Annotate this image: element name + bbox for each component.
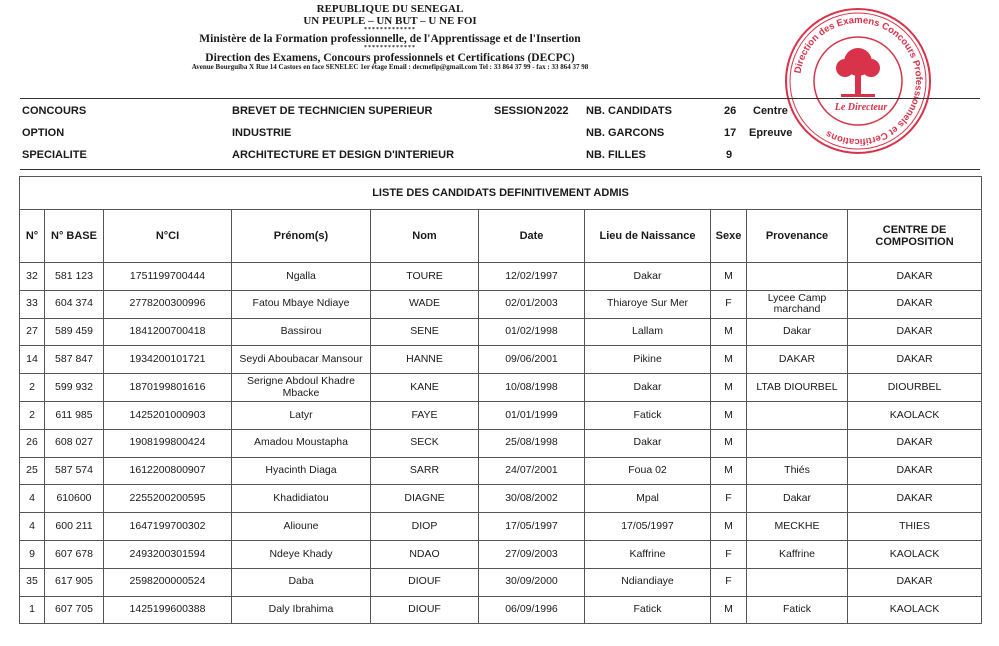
cell-nom: SENE [371, 318, 479, 346]
cell-sexe: M [711, 457, 747, 485]
cell-centre: THIES [848, 513, 982, 541]
cell-ci: 1870199801616 [104, 374, 232, 402]
cell-prenom: Khadidiatou [232, 485, 371, 513]
cell-centre: DAKAR [848, 429, 982, 457]
cell-provenance: Kaffrine [747, 540, 848, 568]
cell-ci: 2255200200595 [104, 485, 232, 513]
cell-date: 01/02/1998 [479, 318, 585, 346]
cell-sexe: M [711, 429, 747, 457]
cell-date: 30/09/2000 [479, 568, 585, 596]
republic-title: REPUBLIQUE DU SENEGAL [316, 3, 464, 15]
cell-date: 24/07/2001 [479, 457, 585, 485]
table-row [20, 401, 982, 429]
cell-ci: 1841200700418 [104, 318, 232, 346]
cell-sexe: M [711, 596, 747, 624]
cell-number: 26 [20, 429, 45, 457]
cell-base: 581 123 [45, 263, 104, 291]
cell-sexe: M [711, 263, 747, 291]
session-value: 2022 [544, 105, 569, 117]
cell-number: 4 [20, 485, 45, 513]
cell-centre: DAKAR [848, 485, 982, 513]
cell-prenom: Alioune [232, 513, 371, 541]
cell-lieu: Ndiandiaye [585, 568, 711, 596]
cell-provenance: DAKAR [747, 346, 848, 374]
cell-nom: FAYE [371, 401, 479, 429]
cell-date: 09/06/2001 [479, 346, 585, 374]
cell-nom: HANNE [371, 346, 479, 374]
cell-centre: DIOURBEL [848, 374, 982, 402]
cell-provenance: Dakar [747, 318, 848, 346]
table-row [20, 318, 982, 346]
cell-provenance: Fatick [747, 596, 848, 624]
cell-centre: DAKAR [848, 568, 982, 596]
cell-base: 587 847 [45, 346, 104, 374]
cell-sexe: M [711, 374, 747, 402]
session-label: SESSION [494, 105, 543, 117]
concours-label: CONCOURS [22, 105, 87, 117]
cell-number: 33 [20, 290, 45, 318]
cell-ci: 1934200101721 [104, 346, 232, 374]
centre-label: Centre [753, 105, 788, 117]
cell-sexe: F [711, 485, 747, 513]
cell-prenom: Daba [232, 568, 371, 596]
cell-ci: 1751199700444 [104, 263, 232, 291]
table-row [20, 429, 982, 457]
cell-base: 611 985 [45, 401, 104, 429]
cell-ci: 2778200300996 [104, 290, 232, 318]
cell-nom: NDAO [371, 540, 479, 568]
cell-provenance [747, 263, 848, 291]
cell-prenom: Ndeye Khady [232, 540, 371, 568]
specialite-value: ARCHITECTURE ET DESIGN D'INTERIEUR [232, 149, 455, 161]
table-row [20, 568, 982, 596]
column-header: Lieu de Naissance [585, 210, 711, 263]
table-header-row [20, 210, 982, 263]
table-row [20, 540, 982, 568]
cell-centre: DAKAR [848, 457, 982, 485]
cell-number: 1 [20, 596, 45, 624]
cell-sexe: M [711, 513, 747, 541]
cell-lieu: Dakar [585, 263, 711, 291]
cell-lieu: Fatick [585, 401, 711, 429]
cell-base: 610600 [45, 485, 104, 513]
cell-base: 587 574 [45, 457, 104, 485]
nb-filles-label: NB. FILLES [586, 149, 646, 161]
cell-date: 17/05/1997 [479, 513, 585, 541]
column-header: CENTRE DE COMPOSITION [848, 210, 982, 263]
cell-base: 589 459 [45, 318, 104, 346]
cell-prenom: Seydi Aboubacar Mansour [232, 346, 371, 374]
cell-number: 4 [20, 513, 45, 541]
separator-stars: ************* [364, 45, 416, 52]
cell-ci: 1612200800907 [104, 457, 232, 485]
option-value: INDUSTRIE [232, 127, 292, 139]
cell-provenance: MECKHE [747, 513, 848, 541]
concours-value: BREVET DE TECHNICIEN SUPERIEUR [232, 105, 433, 117]
cell-date: 01/01/1999 [479, 401, 585, 429]
cell-date: 12/02/1997 [479, 263, 585, 291]
ministry-name: Ministère de la Formation professionnelle, de l'Apprentissage et de l'Insertion [199, 33, 581, 46]
table-row [20, 374, 982, 402]
cell-date: 06/09/1996 [479, 596, 585, 624]
cell-lieu: Dakar [585, 374, 711, 402]
cell-sexe: F [711, 568, 747, 596]
cell-date: 27/09/2003 [479, 540, 585, 568]
nb-candidats-label: NB. CANDIDATS [586, 105, 672, 117]
cell-sexe: M [711, 318, 747, 346]
exam-info-block [20, 98, 980, 170]
table-row [20, 457, 982, 485]
column-header: Nom [371, 210, 479, 263]
cell-provenance: LTAB DIOURBEL [747, 374, 848, 402]
cell-ci: 2598200000524 [104, 568, 232, 596]
column-header: Sexe [711, 210, 747, 263]
contact-address: Avenue Bourguiba X Rue 14 Castors en face SENELEC 1er étage Email : decmefip@gmail.com Tel : 33 864 37 99 - fax : 33 864 37 98 [191, 62, 589, 71]
column-header: Date [479, 210, 585, 263]
cell-sexe: F [711, 540, 747, 568]
cell-base: 608 027 [45, 429, 104, 457]
column-header: Provenance [747, 210, 848, 263]
cell-nom: DIOUF [371, 596, 479, 624]
cell-centre: KAOLACK [848, 401, 982, 429]
cell-lieu: Mpal [585, 485, 711, 513]
nb-filles-value: 9 [726, 149, 733, 161]
table-title: LISTE DES CANDIDATS DEFINITIVEMENT ADMIS [20, 177, 982, 210]
cell-provenance: Lycee Camp marchand [747, 290, 848, 318]
cell-sexe: M [711, 346, 747, 374]
cell-prenom: Fatou Mbaye Ndiaye [232, 290, 371, 318]
cell-ci: 1425201000903 [104, 401, 232, 429]
cell-sexe: M [711, 401, 747, 429]
cell-ci: 1425199600388 [104, 596, 232, 624]
cell-sexe: F [711, 290, 747, 318]
cell-nom: TOURE [371, 263, 479, 291]
cell-nom: DIOUF [371, 568, 479, 596]
cell-date: 02/01/2003 [479, 290, 585, 318]
table-row [20, 485, 982, 513]
svg-text:Direction des Examens Concours: Direction des Examens Concours Professionnels et Certifications [792, 14, 925, 148]
cell-number: 14 [20, 346, 45, 374]
cell-provenance: Dakar [747, 485, 848, 513]
cell-number: 35 [20, 568, 45, 596]
cell-provenance [747, 429, 848, 457]
tree-emblem [836, 48, 880, 97]
cell-prenom: Bassirou [232, 318, 371, 346]
cell-date: 10/08/1998 [479, 374, 585, 402]
cell-nom: DIAGNE [371, 485, 479, 513]
epreuve-label: Epreuve [749, 127, 793, 139]
cell-ci: 1908199800424 [104, 429, 232, 457]
cell-prenom: Ngalla [232, 263, 371, 291]
cell-base: 604 374 [45, 290, 104, 318]
cell-number: 32 [20, 263, 45, 291]
cell-number: 2 [20, 401, 45, 429]
cell-prenom: Amadou Moustapha [232, 429, 371, 457]
option-label: OPTION [22, 127, 65, 139]
cell-ci: 2493200301594 [104, 540, 232, 568]
cell-provenance [747, 568, 848, 596]
cell-date: 30/08/2002 [479, 485, 585, 513]
cell-centre: DAKAR [848, 318, 982, 346]
cell-base: 607 705 [45, 596, 104, 624]
cell-lieu: Fatick [585, 596, 711, 624]
cell-centre: DAKAR [848, 290, 982, 318]
direction-name: Direction des Examens, Concours professionnels et Certifications (DECPC) [205, 51, 575, 64]
cell-centre: DAKAR [848, 263, 982, 291]
column-header: Prénom(s) [232, 210, 371, 263]
column-header: N°CI [104, 210, 232, 263]
cell-lieu: Dakar [585, 429, 711, 457]
cell-provenance [747, 401, 848, 429]
cell-number: 9 [20, 540, 45, 568]
cell-nom: SARR [371, 457, 479, 485]
cell-nom: DIOP [371, 513, 479, 541]
admitted-candidates-table [19, 176, 982, 624]
svg-text:Le Directeur: Le Directeur [834, 102, 888, 113]
cell-ci: 1647199700302 [104, 513, 232, 541]
cell-prenom: Hyacinth Diaga [232, 457, 371, 485]
cell-number: 27 [20, 318, 45, 346]
cell-centre: KAOLACK [848, 596, 982, 624]
column-header: N° [20, 210, 45, 263]
document-header [150, 4, 630, 71]
national-motto: UN PEUPLE – UN BUT – U NE FOI [303, 14, 477, 27]
cell-prenom: Daly Ibrahima [232, 596, 371, 624]
cell-lieu: Kaffrine [585, 540, 711, 568]
cell-centre: KAOLACK [848, 540, 982, 568]
cell-number: 25 [20, 457, 45, 485]
cell-lieu: Lallam [585, 318, 711, 346]
cell-base: 617 905 [45, 568, 104, 596]
cell-nom: WADE [371, 290, 479, 318]
separator-stars: ************* [364, 27, 416, 34]
table-row [20, 263, 982, 291]
cell-prenom: Latyr [232, 401, 371, 429]
cell-base: 599 932 [45, 374, 104, 402]
cell-prenom: Serigne Abdoul Khadre Mbacke [232, 374, 371, 402]
table-row [20, 346, 982, 374]
specialite-label: SPECIALITE [22, 149, 87, 161]
cell-lieu: 17/05/1997 [585, 513, 711, 541]
cell-base: 607 678 [45, 540, 104, 568]
cell-lieu: Thiaroye Sur Mer [585, 290, 711, 318]
cell-lieu: Pikine [585, 346, 711, 374]
cell-provenance: Thiés [747, 457, 848, 485]
table-row [20, 596, 982, 624]
table-row [20, 513, 982, 541]
nb-garcons-value: 17 [724, 127, 737, 139]
nb-garcons-label: NB. GARCONS [586, 127, 665, 139]
cell-centre: DAKAR [848, 346, 982, 374]
cell-date: 25/08/1998 [479, 429, 585, 457]
column-header: N° BASE [45, 210, 104, 263]
cell-lieu: Foua 02 [585, 457, 711, 485]
cell-nom: KANE [371, 374, 479, 402]
nb-candidats-value: 26 [724, 105, 737, 117]
cell-nom: SECK [371, 429, 479, 457]
cell-base: 600 211 [45, 513, 104, 541]
table-row [20, 290, 982, 318]
cell-number: 2 [20, 374, 45, 402]
